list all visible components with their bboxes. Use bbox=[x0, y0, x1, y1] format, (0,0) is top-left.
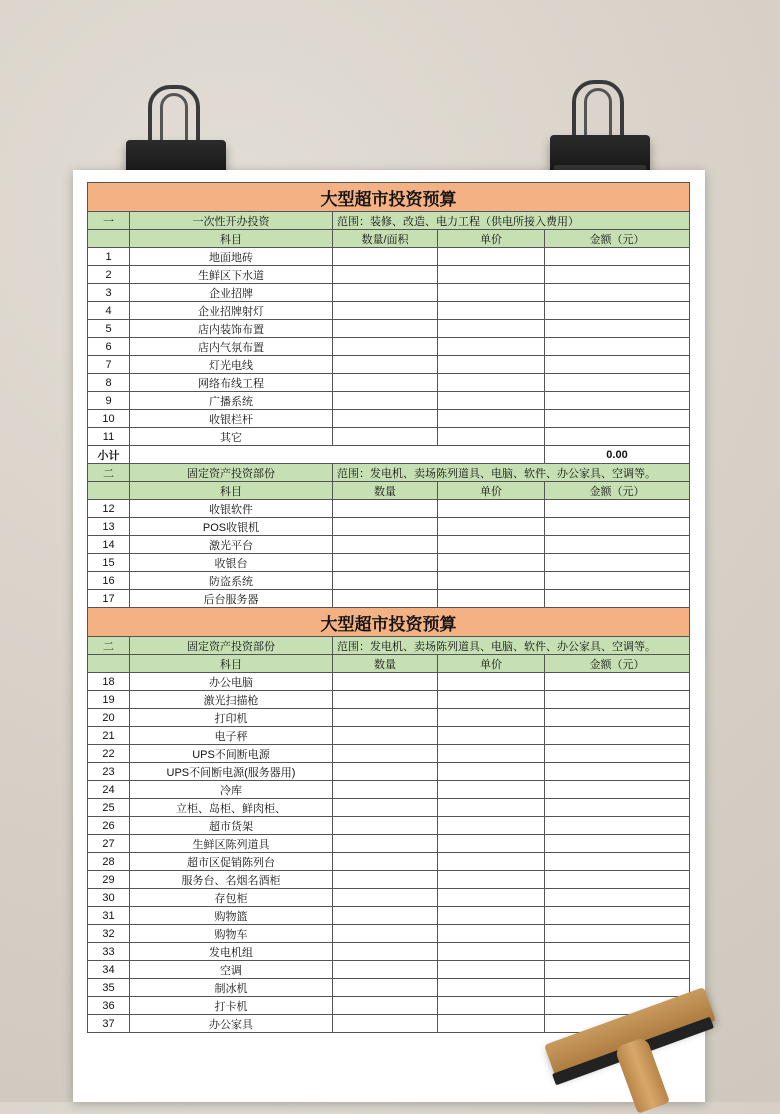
unit-price-cell bbox=[438, 745, 545, 763]
paper-sheet bbox=[73, 170, 705, 1102]
category-row bbox=[88, 637, 690, 655]
unit-price-cell bbox=[438, 799, 545, 817]
item-name: 店内装饰布置 bbox=[130, 320, 333, 338]
unit-price-cell bbox=[438, 590, 545, 608]
amount-cell bbox=[545, 781, 690, 799]
table-row bbox=[88, 871, 690, 889]
table-row bbox=[88, 925, 690, 943]
table-row bbox=[88, 709, 690, 727]
row-number: 10 bbox=[88, 410, 130, 428]
item-name: 超市区促销陈列台 bbox=[130, 853, 333, 871]
unit-price-cell bbox=[438, 907, 545, 925]
amount-cell bbox=[545, 374, 690, 392]
amount-cell bbox=[545, 763, 690, 781]
table-row bbox=[88, 374, 690, 392]
item-name: 办公电脑 bbox=[130, 673, 333, 691]
unit-price-cell bbox=[438, 320, 545, 338]
quantity-cell bbox=[333, 925, 438, 943]
category-number: 二 bbox=[88, 637, 130, 655]
title-row bbox=[88, 183, 690, 212]
table-row bbox=[88, 763, 690, 781]
subtotal-row bbox=[88, 446, 690, 464]
amount-cell bbox=[545, 727, 690, 745]
column-header: 单价 bbox=[438, 230, 545, 248]
row-number: 35 bbox=[88, 979, 130, 997]
unit-price-cell bbox=[438, 817, 545, 835]
table-row bbox=[88, 320, 690, 338]
table-row bbox=[88, 673, 690, 691]
quantity-cell bbox=[333, 889, 438, 907]
row-number: 37 bbox=[88, 1015, 130, 1033]
item-name: 电子秤 bbox=[130, 727, 333, 745]
unit-price-cell bbox=[438, 554, 545, 572]
table-row bbox=[88, 781, 690, 799]
unit-price-cell bbox=[438, 572, 545, 590]
row-number: 16 bbox=[88, 572, 130, 590]
row-number: 31 bbox=[88, 907, 130, 925]
row-number: 18 bbox=[88, 673, 130, 691]
quantity-cell bbox=[333, 835, 438, 853]
unit-price-cell bbox=[438, 889, 545, 907]
item-name: 后台服务器 bbox=[130, 590, 333, 608]
quantity-cell bbox=[333, 727, 438, 745]
quantity-cell bbox=[333, 302, 438, 320]
category-name: 固定资产投资部份 bbox=[130, 464, 333, 482]
quantity-cell bbox=[333, 799, 438, 817]
amount-cell bbox=[545, 835, 690, 853]
amount-cell bbox=[545, 853, 690, 871]
subtotal-amount: 0.00 bbox=[545, 446, 690, 464]
table-row bbox=[88, 302, 690, 320]
row-number: 13 bbox=[88, 518, 130, 536]
row-number: 8 bbox=[88, 374, 130, 392]
amount-cell bbox=[545, 745, 690, 763]
amount-cell bbox=[545, 907, 690, 925]
column-header-row bbox=[88, 482, 690, 500]
table-row bbox=[88, 356, 690, 374]
item-name: POS收银机 bbox=[130, 518, 333, 536]
unit-price-cell bbox=[438, 1015, 545, 1033]
wooden-stamp bbox=[535, 985, 765, 1102]
row-number: 1 bbox=[88, 248, 130, 266]
table-row bbox=[88, 536, 690, 554]
item-name: 服务台、名烟名酒柜 bbox=[130, 871, 333, 889]
table-row bbox=[88, 518, 690, 536]
amount-cell bbox=[545, 302, 690, 320]
subtotal-spacer bbox=[130, 446, 545, 464]
row-number: 17 bbox=[88, 590, 130, 608]
unit-price-cell bbox=[438, 302, 545, 320]
table-row bbox=[88, 853, 690, 871]
item-name: UPS不间断电源(服务器用) bbox=[130, 763, 333, 781]
unit-price-cell bbox=[438, 997, 545, 1015]
quantity-cell bbox=[333, 284, 438, 302]
amount-cell bbox=[545, 536, 690, 554]
amount-cell bbox=[545, 428, 690, 446]
table-row bbox=[88, 799, 690, 817]
item-name: 存包柜 bbox=[130, 889, 333, 907]
quantity-cell bbox=[333, 691, 438, 709]
unit-price-cell bbox=[438, 338, 545, 356]
unit-price-cell bbox=[438, 943, 545, 961]
budget-table bbox=[87, 182, 690, 1033]
row-number: 14 bbox=[88, 536, 130, 554]
unit-price-cell bbox=[438, 925, 545, 943]
quantity-cell bbox=[333, 709, 438, 727]
item-name: 冷库 bbox=[130, 781, 333, 799]
quantity-cell bbox=[333, 428, 438, 446]
item-name: 收银软件 bbox=[130, 500, 333, 518]
quantity-cell bbox=[333, 853, 438, 871]
quantity-cell bbox=[333, 356, 438, 374]
item-name: 收银栏杆 bbox=[130, 410, 333, 428]
category-scope: 范围：发电机、卖场陈列道具、电脑、软件、办公家具、空调等。 bbox=[333, 464, 690, 482]
amount-cell bbox=[545, 943, 690, 961]
quantity-cell bbox=[333, 943, 438, 961]
item-name: 生鲜区下水道 bbox=[130, 266, 333, 284]
table-row bbox=[88, 691, 690, 709]
amount-cell bbox=[545, 709, 690, 727]
unit-price-cell bbox=[438, 356, 545, 374]
item-name: 打印机 bbox=[130, 709, 333, 727]
table-row bbox=[88, 907, 690, 925]
row-number: 19 bbox=[88, 691, 130, 709]
row-number: 27 bbox=[88, 835, 130, 853]
amount-cell bbox=[545, 817, 690, 835]
table-row bbox=[88, 392, 690, 410]
amount-cell bbox=[545, 248, 690, 266]
unit-price-cell bbox=[438, 709, 545, 727]
quantity-cell bbox=[333, 248, 438, 266]
unit-price-cell bbox=[438, 691, 545, 709]
column-header: 金额（元） bbox=[545, 655, 690, 673]
unit-price-cell bbox=[438, 392, 545, 410]
amount-cell bbox=[545, 356, 690, 374]
quantity-cell bbox=[333, 590, 438, 608]
quantity-cell bbox=[333, 871, 438, 889]
unit-price-cell bbox=[438, 374, 545, 392]
unit-price-cell bbox=[438, 673, 545, 691]
quantity-cell bbox=[333, 673, 438, 691]
table-row bbox=[88, 817, 690, 835]
quantity-cell bbox=[333, 979, 438, 997]
item-name: 办公家具 bbox=[130, 1015, 333, 1033]
table-row bbox=[88, 745, 690, 763]
row-number: 6 bbox=[88, 338, 130, 356]
table-row bbox=[88, 943, 690, 961]
item-name: 立柜、岛柜、鲜肉柜、 bbox=[130, 799, 333, 817]
column-header bbox=[88, 230, 130, 248]
row-number: 33 bbox=[88, 943, 130, 961]
row-number: 15 bbox=[88, 554, 130, 572]
column-header-row bbox=[88, 655, 690, 673]
row-number: 23 bbox=[88, 763, 130, 781]
quantity-cell bbox=[333, 745, 438, 763]
amount-cell bbox=[545, 554, 690, 572]
table-row bbox=[88, 284, 690, 302]
column-header: 科目 bbox=[130, 230, 333, 248]
item-name: 超市货架 bbox=[130, 817, 333, 835]
unit-price-cell bbox=[438, 248, 545, 266]
amount-cell bbox=[545, 392, 690, 410]
quantity-cell bbox=[333, 536, 438, 554]
subtotal-label: 小计 bbox=[88, 446, 130, 464]
quantity-cell bbox=[333, 500, 438, 518]
category-row bbox=[88, 212, 690, 230]
item-name: 广播系统 bbox=[130, 392, 333, 410]
row-number: 32 bbox=[88, 925, 130, 943]
amount-cell bbox=[545, 266, 690, 284]
quantity-cell bbox=[333, 763, 438, 781]
amount-cell bbox=[545, 799, 690, 817]
row-number: 12 bbox=[88, 500, 130, 518]
quantity-cell bbox=[333, 997, 438, 1015]
item-name: 企业招牌射灯 bbox=[130, 302, 333, 320]
column-header: 数量/面积 bbox=[333, 230, 438, 248]
item-name: 打卡机 bbox=[130, 997, 333, 1015]
row-number: 21 bbox=[88, 727, 130, 745]
column-header bbox=[88, 482, 130, 500]
column-header: 数量 bbox=[333, 482, 438, 500]
item-name: 网络布线工程 bbox=[130, 374, 333, 392]
quantity-cell bbox=[333, 392, 438, 410]
item-name: 企业招牌 bbox=[130, 284, 333, 302]
column-header: 科目 bbox=[130, 482, 333, 500]
table-row bbox=[88, 572, 690, 590]
item-name: 防盗系统 bbox=[130, 572, 333, 590]
item-name: UPS不间断电源 bbox=[130, 745, 333, 763]
table-row bbox=[88, 338, 690, 356]
table-row bbox=[88, 554, 690, 572]
amount-cell bbox=[545, 925, 690, 943]
item-name: 购物车 bbox=[130, 925, 333, 943]
row-number: 24 bbox=[88, 781, 130, 799]
quantity-cell bbox=[333, 266, 438, 284]
unit-price-cell bbox=[438, 536, 545, 554]
quantity-cell bbox=[333, 320, 438, 338]
sheet-title: 大型超市投资预算 bbox=[88, 608, 690, 637]
column-header: 金额（元） bbox=[545, 482, 690, 500]
table-row bbox=[88, 727, 690, 745]
unit-price-cell bbox=[438, 428, 545, 446]
table-row bbox=[88, 500, 690, 518]
quantity-cell bbox=[333, 961, 438, 979]
table-row bbox=[88, 266, 690, 284]
unit-price-cell bbox=[438, 500, 545, 518]
unit-price-cell bbox=[438, 518, 545, 536]
row-number: 4 bbox=[88, 302, 130, 320]
category-name: 固定资产投资部份 bbox=[130, 637, 333, 655]
row-number: 20 bbox=[88, 709, 130, 727]
column-header-row bbox=[88, 230, 690, 248]
row-number: 34 bbox=[88, 961, 130, 979]
amount-cell bbox=[545, 410, 690, 428]
column-header: 数量 bbox=[333, 655, 438, 673]
item-name: 灯光电线 bbox=[130, 356, 333, 374]
quantity-cell bbox=[333, 781, 438, 799]
title-row bbox=[88, 608, 690, 637]
column-header: 科目 bbox=[130, 655, 333, 673]
item-name: 激光平台 bbox=[130, 536, 333, 554]
row-number: 30 bbox=[88, 889, 130, 907]
amount-cell bbox=[545, 889, 690, 907]
row-number: 28 bbox=[88, 853, 130, 871]
column-header bbox=[88, 655, 130, 673]
table-row bbox=[88, 961, 690, 979]
table-row bbox=[88, 889, 690, 907]
item-name: 空调 bbox=[130, 961, 333, 979]
amount-cell bbox=[545, 691, 690, 709]
item-name: 发电机组 bbox=[130, 943, 333, 961]
item-name: 激光扫描枪 bbox=[130, 691, 333, 709]
column-header: 金额（元） bbox=[545, 230, 690, 248]
amount-cell bbox=[545, 871, 690, 889]
item-name: 店内气氛布置 bbox=[130, 338, 333, 356]
item-name: 地面地砖 bbox=[130, 248, 333, 266]
amount-cell bbox=[545, 572, 690, 590]
quantity-cell bbox=[333, 374, 438, 392]
row-number: 3 bbox=[88, 284, 130, 302]
table-row bbox=[88, 428, 690, 446]
category-number: 二 bbox=[88, 464, 130, 482]
amount-cell bbox=[545, 590, 690, 608]
category-scope: 范围：发电机、卖场陈列道具、电脑、软件、办公家具、空调等。 bbox=[333, 637, 690, 655]
table-row bbox=[88, 835, 690, 853]
item-name: 其它 bbox=[130, 428, 333, 446]
amount-cell bbox=[545, 961, 690, 979]
quantity-cell bbox=[333, 907, 438, 925]
row-number: 29 bbox=[88, 871, 130, 889]
unit-price-cell bbox=[438, 763, 545, 781]
item-name: 购物篮 bbox=[130, 907, 333, 925]
item-name: 生鲜区陈列道具 bbox=[130, 835, 333, 853]
unit-price-cell bbox=[438, 266, 545, 284]
unit-price-cell bbox=[438, 284, 545, 302]
item-name: 制冰机 bbox=[130, 979, 333, 997]
amount-cell bbox=[545, 518, 690, 536]
row-number: 2 bbox=[88, 266, 130, 284]
row-number: 36 bbox=[88, 997, 130, 1015]
amount-cell bbox=[545, 284, 690, 302]
amount-cell bbox=[545, 338, 690, 356]
unit-price-cell bbox=[438, 979, 545, 997]
quantity-cell bbox=[333, 338, 438, 356]
column-header: 单价 bbox=[438, 655, 545, 673]
item-name: 收银台 bbox=[130, 554, 333, 572]
sheet-title: 大型超市投资预算 bbox=[88, 183, 690, 212]
quantity-cell bbox=[333, 554, 438, 572]
column-header: 单价 bbox=[438, 482, 545, 500]
unit-price-cell bbox=[438, 853, 545, 871]
category-row bbox=[88, 464, 690, 482]
row-number: 5 bbox=[88, 320, 130, 338]
quantity-cell bbox=[333, 518, 438, 536]
table-row bbox=[88, 410, 690, 428]
unit-price-cell bbox=[438, 781, 545, 799]
quantity-cell bbox=[333, 572, 438, 590]
table-row bbox=[88, 248, 690, 266]
row-number: 26 bbox=[88, 817, 130, 835]
row-number: 22 bbox=[88, 745, 130, 763]
row-number: 11 bbox=[88, 428, 130, 446]
unit-price-cell bbox=[438, 961, 545, 979]
unit-price-cell bbox=[438, 835, 545, 853]
amount-cell bbox=[545, 320, 690, 338]
table-row bbox=[88, 590, 690, 608]
category-number: 一 bbox=[88, 212, 130, 230]
row-number: 9 bbox=[88, 392, 130, 410]
category-scope: 范围：装修、改造、电力工程（供电所接入费用） bbox=[333, 212, 690, 230]
amount-cell bbox=[545, 673, 690, 691]
quantity-cell bbox=[333, 1015, 438, 1033]
quantity-cell bbox=[333, 410, 438, 428]
row-number: 25 bbox=[88, 799, 130, 817]
category-name: 一次性开办投资 bbox=[130, 212, 333, 230]
amount-cell bbox=[545, 500, 690, 518]
unit-price-cell bbox=[438, 727, 545, 745]
row-number: 7 bbox=[88, 356, 130, 374]
unit-price-cell bbox=[438, 871, 545, 889]
unit-price-cell bbox=[438, 410, 545, 428]
quantity-cell bbox=[333, 817, 438, 835]
